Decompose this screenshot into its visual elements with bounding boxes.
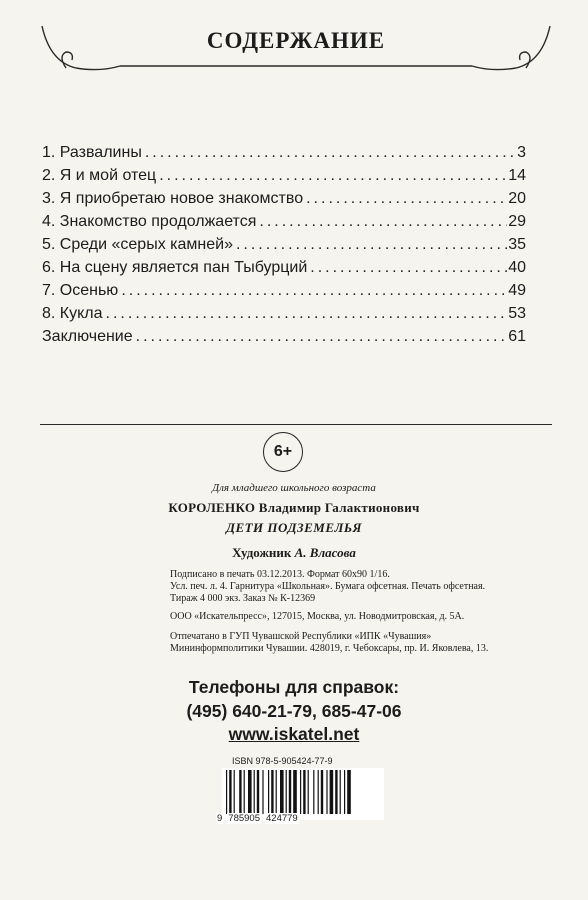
toc-entry-page: 29: [508, 213, 526, 230]
publisher-info: ООО «Искательпресс», 127015, Москва, ул. Новодмитровская, д. 5А.: [170, 611, 465, 622]
contact-phones: [0, 675, 588, 723]
printer-line: Отпечатано в ГУП Чувашской Республики «ИПК «Чувашия»: [170, 631, 432, 642]
toc-leader-dots: [136, 328, 508, 346]
isbn-text: ISBN 978-5-905424-77-9: [232, 756, 333, 766]
toc-entry-title: 4. Знакомство продолжается: [42, 213, 257, 230]
toc-entry-title: 3. Я приобретаю новое знакомство: [42, 190, 304, 207]
toc-entry-page: 40: [508, 259, 526, 276]
toc-entry-page: 49: [508, 282, 526, 299]
toc-entry-title: 8. Кукла: [42, 305, 103, 322]
toc-entry-page: 35: [508, 236, 526, 253]
toc-leader-dots: [310, 259, 507, 277]
printer-line: Мининформполитики Чувашии. 428019, г. Чебоксары, пр. И. Яковлева, 13.: [170, 643, 489, 654]
toc-entry-title: 6. На сцену является пан Тыбурций: [42, 259, 308, 276]
toc-leader-dots: [306, 190, 507, 208]
toc-leader-dots: [145, 144, 516, 162]
book-title: ДЕТИ ПОДЗЕМЕЛЬЯ: [226, 520, 362, 535]
toc-leader-dots: [236, 236, 507, 254]
toc-entry-title: 7. Осенью: [42, 282, 119, 299]
age-note: Для младшего школьного возраста: [212, 482, 376, 494]
illustrator-name: А. Власова: [294, 545, 356, 560]
contents-header: [40, 22, 552, 82]
imprint-line: Усл. печ. л. 4. Гарнитура «Школьная». Бумага офсетная. Печать офсетная.: [170, 581, 486, 592]
toc-entry[interactable]: [42, 190, 526, 213]
toc-leader-dots: [159, 167, 507, 185]
toc-entry[interactable]: [42, 305, 526, 328]
toc-entry[interactable]: [42, 259, 526, 282]
imprint-details: [170, 569, 550, 605]
website-link[interactable]: www.iskatel.net: [228, 724, 360, 744]
page-title: СОДЕРЖАНИЕ: [206, 28, 386, 53]
barcode-digit-group: 9: [217, 813, 223, 824]
toc-entry-title: Заключение: [42, 328, 133, 345]
imprint-line: Подписано в печать 03.12.2013. Формат 60х90 1/16.: [170, 569, 390, 580]
printer-info: [170, 631, 550, 655]
barcode-digit-group: 785905: [228, 813, 260, 824]
toc-entry[interactable]: [42, 282, 526, 305]
toc-entry[interactable]: [42, 167, 526, 190]
toc-entry-page: 53: [508, 305, 526, 322]
divider: [40, 424, 552, 425]
toc-entry[interactable]: [42, 144, 526, 167]
toc-entry[interactable]: [42, 328, 526, 351]
illustrator-line: [0, 545, 588, 561]
phones-label: Телефоны для справок:: [188, 677, 400, 697]
toc-entry-title: 1. Развалины: [42, 144, 142, 161]
phones-numbers: (495) 640-21-79, 685-47-06: [186, 701, 402, 721]
author-name: КОРОЛЕНКО Владимир Галактионович: [168, 500, 420, 515]
table-of-contents: [42, 144, 526, 351]
barcode-digit-group: 424779: [266, 813, 298, 824]
toc-entry-page: 3: [517, 144, 526, 161]
toc-leader-dots: [106, 305, 508, 323]
toc-entry-title: 2. Я и мой отец: [42, 167, 157, 184]
toc-entry[interactable]: [42, 236, 526, 259]
imprint-line: Тираж 4 000 экз. Заказ № К-12369: [170, 593, 316, 604]
illustrator-label: Художник: [232, 545, 292, 560]
toc-entry-page: 61: [508, 328, 526, 345]
toc-entry-title: 5. Среди «серых камней»: [42, 236, 233, 253]
toc-entry[interactable]: [42, 213, 526, 236]
barcode-digits: [216, 813, 386, 824]
toc-leader-dots: [259, 213, 507, 231]
toc-leader-dots: [121, 282, 507, 300]
toc-entry-page: 20: [508, 190, 526, 207]
toc-entry-page: 14: [508, 167, 526, 184]
age-rating-badge: 6+: [263, 432, 303, 472]
